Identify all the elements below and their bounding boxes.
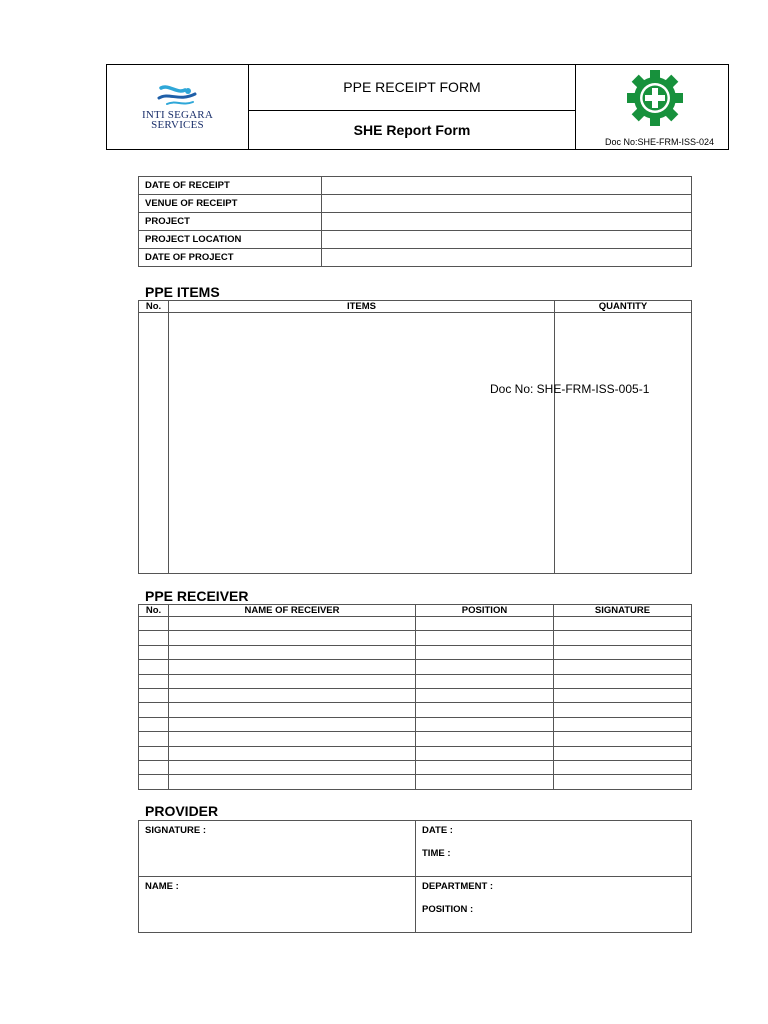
col-header-no: No. bbox=[139, 605, 169, 617]
receiver-signature-cell[interactable] bbox=[554, 617, 692, 631]
receiver-no-cell[interactable] bbox=[139, 760, 169, 774]
items-no-cell[interactable] bbox=[139, 313, 169, 574]
col-header-items: ITEMS bbox=[169, 301, 555, 313]
table-row bbox=[139, 717, 692, 731]
table-row bbox=[139, 746, 692, 760]
provider-heading: PROVIDER bbox=[145, 803, 219, 819]
header-doc-number: Doc No:SHE-FRM-ISS-024 bbox=[604, 137, 714, 147]
table-row bbox=[139, 688, 692, 702]
info-label: DATE OF RECEIPT bbox=[139, 177, 322, 195]
provider-signature-cell[interactable] bbox=[139, 821, 416, 877]
form-header bbox=[106, 64, 729, 150]
company-logo-cell bbox=[107, 65, 249, 150]
ppe-receiver-heading: PPE RECEIVER bbox=[145, 588, 249, 604]
col-header-name: NAME OF RECEIVER bbox=[169, 605, 416, 617]
table-row bbox=[139, 631, 692, 645]
receiver-name-cell[interactable] bbox=[169, 674, 416, 688]
receiver-signature-cell[interactable] bbox=[554, 674, 692, 688]
col-header-position: POSITION bbox=[416, 605, 554, 617]
receiver-position-cell[interactable] bbox=[416, 688, 554, 702]
ppe-items-table bbox=[138, 300, 692, 574]
receiver-no-cell[interactable] bbox=[139, 688, 169, 702]
receiver-signature-cell[interactable] bbox=[554, 775, 692, 789]
info-value-field[interactable] bbox=[322, 177, 692, 195]
receiver-no-cell[interactable] bbox=[139, 703, 169, 717]
receiver-signature-cell[interactable] bbox=[554, 760, 692, 774]
table-row bbox=[139, 760, 692, 774]
receiver-name-cell[interactable] bbox=[169, 617, 416, 631]
safety-badge-cell bbox=[576, 65, 729, 150]
table-header-row bbox=[139, 301, 692, 313]
safety-gear-cross-icon bbox=[626, 69, 684, 127]
table-row bbox=[139, 213, 692, 231]
provider-name-label: NAME : bbox=[145, 881, 179, 892]
info-value-field[interactable] bbox=[322, 249, 692, 267]
receiver-name-cell[interactable] bbox=[169, 688, 416, 702]
form-subtitle: SHE Report Form bbox=[249, 110, 576, 149]
receiver-no-cell[interactable] bbox=[139, 631, 169, 645]
col-header-quantity: QUANTITY bbox=[555, 301, 692, 313]
receiver-name-cell[interactable] bbox=[169, 760, 416, 774]
table-row bbox=[139, 877, 692, 933]
receiver-no-cell[interactable] bbox=[139, 645, 169, 659]
receiver-position-cell[interactable] bbox=[416, 674, 554, 688]
receiver-no-cell[interactable] bbox=[139, 775, 169, 789]
table-row bbox=[139, 195, 692, 213]
receiver-name-cell[interactable] bbox=[169, 775, 416, 789]
info-value-field[interactable] bbox=[322, 195, 692, 213]
table-row bbox=[139, 249, 692, 267]
table-header-row bbox=[139, 605, 692, 617]
provider-signature-label: SIGNATURE : bbox=[145, 825, 207, 836]
receiver-position-cell[interactable] bbox=[416, 732, 554, 746]
table-row bbox=[139, 775, 692, 789]
provider-time-label: TIME : bbox=[422, 848, 451, 859]
info-label: VENUE OF RECEIPT bbox=[139, 195, 322, 213]
provider-table bbox=[138, 820, 692, 933]
receiver-no-cell[interactable] bbox=[139, 746, 169, 760]
receiver-no-cell[interactable] bbox=[139, 717, 169, 731]
table-row bbox=[139, 645, 692, 659]
table-row bbox=[139, 703, 692, 717]
info-label: PROJECT LOCATION bbox=[139, 231, 322, 249]
table-row bbox=[139, 660, 692, 674]
table-row bbox=[139, 617, 692, 631]
receiver-signature-cell[interactable] bbox=[554, 688, 692, 702]
receiver-signature-cell[interactable] bbox=[554, 645, 692, 659]
info-value-field[interactable] bbox=[322, 231, 692, 249]
receiver-position-cell[interactable] bbox=[416, 703, 554, 717]
receiver-signature-cell[interactable] bbox=[554, 631, 692, 645]
receiver-position-cell[interactable] bbox=[416, 717, 554, 731]
info-value-field[interactable] bbox=[322, 213, 692, 231]
table-row bbox=[139, 313, 692, 574]
receiver-no-cell[interactable] bbox=[139, 617, 169, 631]
receiver-name-cell[interactable] bbox=[169, 703, 416, 717]
provider-department-label: DEPARTMENT : bbox=[422, 881, 494, 892]
info-label: PROJECT bbox=[139, 213, 322, 231]
receiver-name-cell[interactable] bbox=[169, 732, 416, 746]
receiver-name-cell[interactable] bbox=[169, 717, 416, 731]
receiver-position-cell[interactable] bbox=[416, 775, 554, 789]
receiver-position-cell[interactable] bbox=[416, 631, 554, 645]
items-quantity-cell[interactable] bbox=[555, 313, 692, 574]
receiver-signature-cell[interactable] bbox=[554, 746, 692, 760]
table-row bbox=[139, 177, 692, 195]
receiver-name-cell[interactable] bbox=[169, 631, 416, 645]
receiver-position-cell[interactable] bbox=[416, 660, 554, 674]
receiver-name-cell[interactable] bbox=[169, 645, 416, 659]
provider-date-time-cell[interactable] bbox=[416, 821, 692, 877]
logo-line1: INTI SEGARA bbox=[142, 109, 213, 121]
table-row bbox=[139, 821, 692, 877]
receiver-no-cell[interactable] bbox=[139, 674, 169, 688]
form-title: PPE RECEIPT FORM bbox=[249, 65, 576, 111]
provider-name-cell[interactable] bbox=[139, 877, 416, 933]
table-row bbox=[139, 732, 692, 746]
provider-department-position-cell[interactable] bbox=[416, 877, 692, 933]
table-row bbox=[139, 231, 692, 249]
receiver-position-cell[interactable] bbox=[416, 645, 554, 659]
receiver-name-cell[interactable] bbox=[169, 660, 416, 674]
provider-position-label: POSITION : bbox=[422, 904, 474, 915]
ppe-items-heading: PPE ITEMS bbox=[145, 284, 220, 300]
receiver-position-cell[interactable] bbox=[416, 760, 554, 774]
provider-date-label: DATE : bbox=[422, 825, 453, 836]
receiver-no-cell[interactable] bbox=[139, 660, 169, 674]
table-row bbox=[139, 674, 692, 688]
company-logo-icon bbox=[155, 84, 201, 110]
receiver-signature-cell[interactable] bbox=[554, 717, 692, 731]
receiver-signature-cell[interactable] bbox=[554, 660, 692, 674]
col-header-no: No. bbox=[139, 301, 169, 313]
overlay-doc-number: Doc No: SHE-FRM-ISS-005-1 bbox=[490, 382, 650, 396]
info-label: DATE OF PROJECT bbox=[139, 249, 322, 267]
receiver-signature-cell[interactable] bbox=[554, 703, 692, 717]
receiver-name-cell[interactable] bbox=[169, 746, 416, 760]
items-cell[interactable] bbox=[169, 313, 555, 574]
receiver-position-cell[interactable] bbox=[416, 746, 554, 760]
receiver-no-cell[interactable] bbox=[139, 732, 169, 746]
col-header-signature: SIGNATURE bbox=[554, 605, 692, 617]
ppe-receiver-table bbox=[138, 604, 692, 790]
receipt-info-table bbox=[138, 176, 692, 267]
logo-line2: SERVICES bbox=[151, 119, 204, 131]
receiver-position-cell[interactable] bbox=[416, 617, 554, 631]
receiver-signature-cell[interactable] bbox=[554, 732, 692, 746]
